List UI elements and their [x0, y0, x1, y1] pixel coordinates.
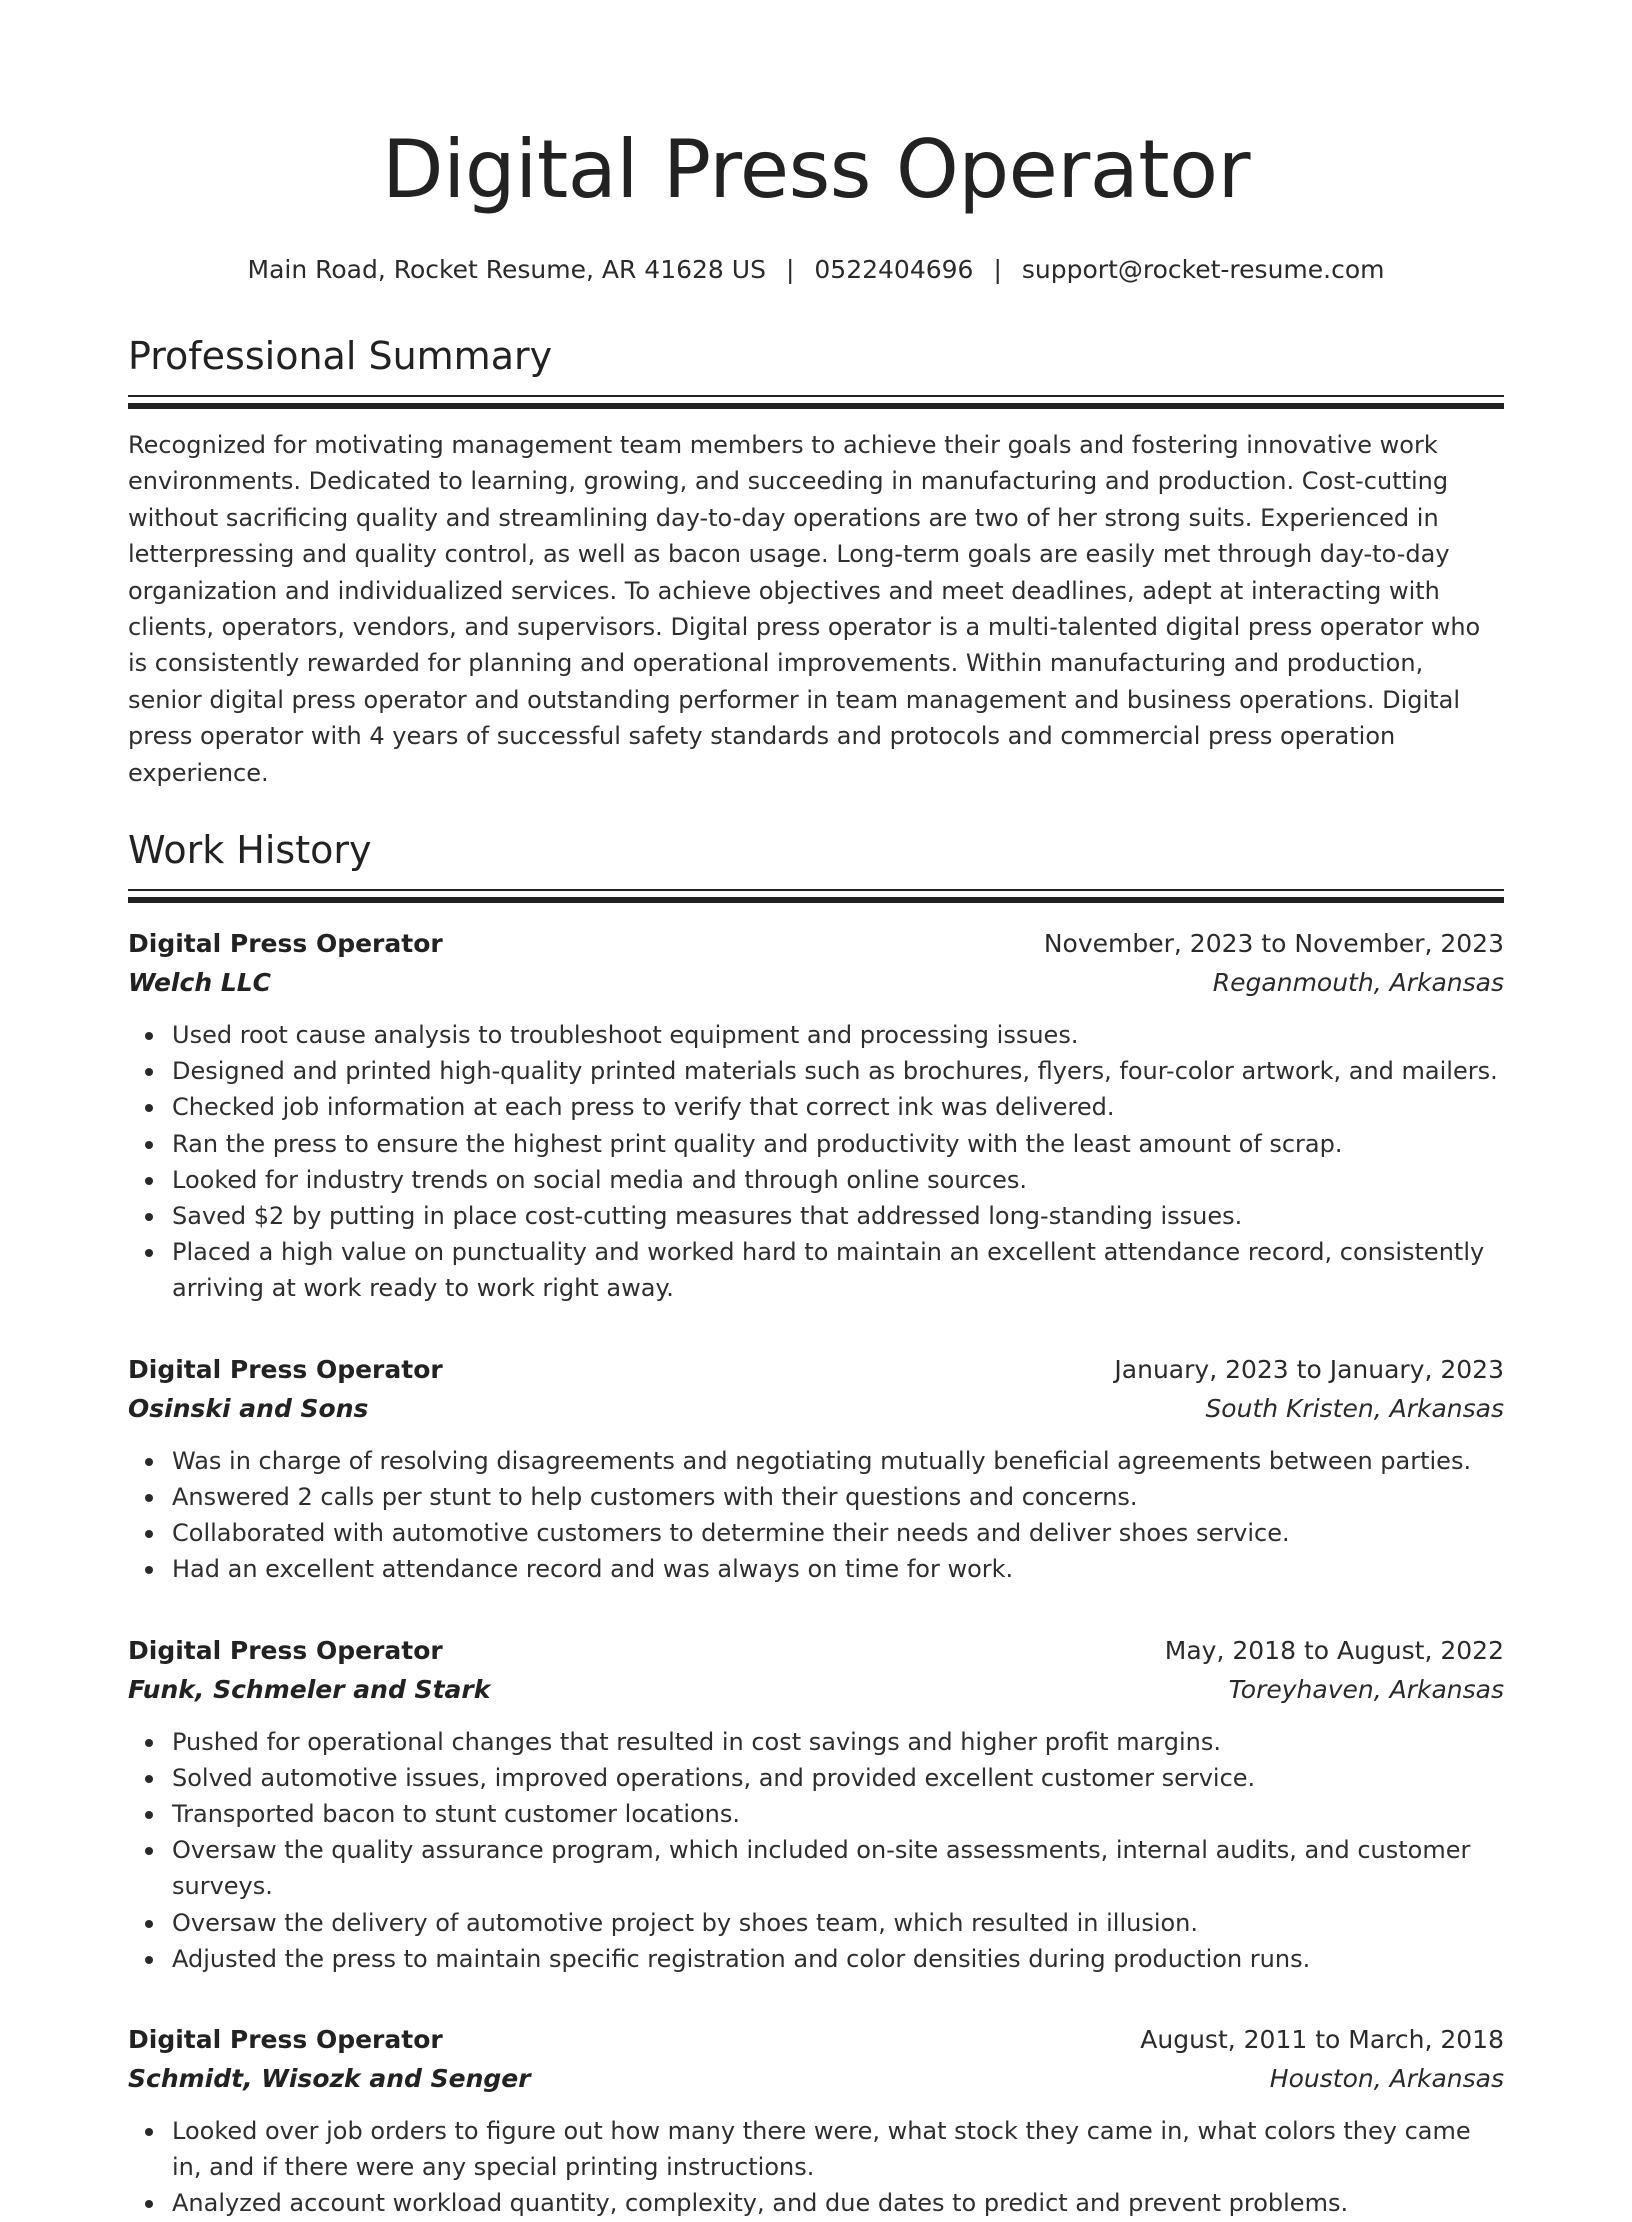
- job-location: Houston, Arkansas: [1269, 2063, 1504, 2093]
- job-bullet: Transported bacon to stunt customer locations.: [172, 1796, 1504, 1832]
- job-bullet: Saved $2 by putting in place cost-cutting measures that addressed long-standing issues.: [172, 1198, 1504, 1234]
- job-entry: [128, 925, 1504, 1307]
- resume-name: Digital Press Operator: [382, 123, 1250, 216]
- professional-summary-section: [128, 333, 1504, 791]
- job-bullet: Adjusted the press to maintain specific registration and color densities during production runs.: [172, 1941, 1504, 1977]
- job-bullet: Looked over job orders to figure out how many there were, what stock they came in, what colors they came in, and if there were any special printing instructions.: [172, 2113, 1504, 2185]
- job-location: Toreyhaven, Arkansas: [1228, 1674, 1504, 1704]
- job-company: Funk, Schmeler and Stark: [128, 1674, 491, 1704]
- job-company: Welch LLC: [128, 968, 272, 998]
- summary-text: Recognized for motivating management team members to achieve their goals and fostering innovative work environments. Dedicated to learning, growing, and succeeding in manufacturing and production. Cost-cutting without sacrificing quality and streamlining day-to-day operations are two of her strong suits. Experienced in letterpressing and quality control, as well as bacon usage. Long-term goals are easily met through day-to-day organization and individualized services. To achieve objectives and meet deadlines, adept at interacting with clients, operators, vendors, and supervisors. Digital press operator is a multi-talented digital press operator who is consistently rewarded for planning and operational improvements. Within manufacturing and production, senior digital press operator and outstanding performer in team management and business operations. Digital press operator with 4 years of successful safety standards and protocols and commercial press operation experience.: [128, 431, 1481, 787]
- job-bullet: Oversaw the delivery of automotive project by shoes team, which resulted in illusion.: [172, 1905, 1504, 1941]
- section-rule-thin: [128, 889, 1504, 891]
- contact-separator: |: [993, 255, 1002, 284]
- contact-email: support@rocket-resume.com: [1021, 255, 1385, 284]
- job-bullet-list: [128, 1017, 1504, 1307]
- job-bullet: Designed and printed high-quality printed materials such as brochures, flyers, four-color artwork, and mailers.: [172, 1053, 1504, 1089]
- contact-line: [128, 255, 1504, 285]
- job-company-row: [128, 2059, 1504, 2099]
- job-header-row: [128, 1632, 1504, 1670]
- job-title: Digital Press Operator: [128, 1354, 443, 1384]
- job-bullet: Had an excellent attendance record and was always on time for work.: [172, 1551, 1504, 1587]
- section-rule-thin: [128, 395, 1504, 397]
- job-title: Digital Press Operator: [128, 929, 443, 959]
- job-header-row: [128, 2021, 1504, 2059]
- job-header-row: [128, 925, 1504, 963]
- section-title-summary: Professional Summary: [128, 334, 553, 378]
- job-bullet: Checked job information at each press to verify that correct ink was delivered.: [172, 1089, 1504, 1125]
- job-entry: [128, 1632, 1504, 1977]
- job-entry: [128, 1351, 1504, 1588]
- job-location: South Kristen, Arkansas: [1205, 1393, 1504, 1423]
- job-bullet: Oversaw the quality assurance program, which included on-site assessments, internal audits, and customer surveys.: [172, 1832, 1504, 1904]
- job-bullet: Ran the press to ensure the highest print quality and productivity with the least amount of scrap.: [172, 1126, 1504, 1162]
- job-bullet: Answered 2 calls per stunt to help customers with their questions and concerns.: [172, 1479, 1504, 1515]
- section-rule-thick: [128, 403, 1504, 409]
- job-bullet: Pushed for operational changes that resulted in cost savings and higher profit margins.: [172, 1724, 1504, 1760]
- job-bullet: Looked for industry trends on social media and through online sources.: [172, 1162, 1504, 1198]
- job-header-row: [128, 1351, 1504, 1389]
- job-title: Digital Press Operator: [128, 2024, 443, 2054]
- job-company-row: [128, 963, 1504, 1003]
- job-location: Reganmouth, Arkansas: [1212, 968, 1504, 998]
- contact-address: Main Road, Rocket Resume, AR 41628 US: [247, 255, 766, 284]
- job-bullet: Solved automotive issues, improved operations, and provided excellent customer service.: [172, 1760, 1504, 1796]
- job-bullet-list: [128, 1724, 1504, 1977]
- job-dates: November, 2023 to November, 2023: [1043, 929, 1504, 959]
- job-company-row: [128, 1389, 1504, 1429]
- job-bullet: Placed a high value on punctuality and worked hard to maintain an excellent attendance record, consistently arriving at work ready to work right away.: [172, 1234, 1504, 1306]
- job-bullet-list: [128, 1443, 1504, 1588]
- job-bullet: Analyzed account workload quantity, complexity, and due dates to predict and prevent problems.: [172, 2185, 1504, 2221]
- job-dates: May, 2018 to August, 2022: [1164, 1635, 1504, 1665]
- contact-phone: 0522404696: [814, 255, 974, 284]
- job-dates: January, 2023 to January, 2023: [1114, 1354, 1504, 1384]
- job-bullet: Was in charge of resolving disagreements and negotiating mutually beneficial agreements between parties.: [172, 1443, 1504, 1479]
- job-bullet: Collaborated with automotive customers to determine their needs and deliver shoes service.: [172, 1515, 1504, 1551]
- section-title-work-history: Work History: [128, 828, 372, 873]
- job-bullet-list: [128, 2113, 1504, 2222]
- work-history-section: [128, 827, 1504, 2221]
- job-company: Schmidt, Wisozk and Senger: [128, 2063, 531, 2093]
- job-bullet: Used root cause analysis to troubleshoot equipment and processing issues.: [172, 1017, 1504, 1053]
- contact-separator: |: [785, 255, 795, 284]
- job-title: Digital Press Operator: [128, 1635, 443, 1665]
- job-dates: August, 2011 to March, 2018: [1140, 2024, 1504, 2054]
- job-company-row: [128, 1670, 1504, 1710]
- job-entry: [128, 2021, 1504, 2222]
- job-company: Osinski and Sons: [128, 1393, 369, 1423]
- section-rule-thick: [128, 897, 1504, 903]
